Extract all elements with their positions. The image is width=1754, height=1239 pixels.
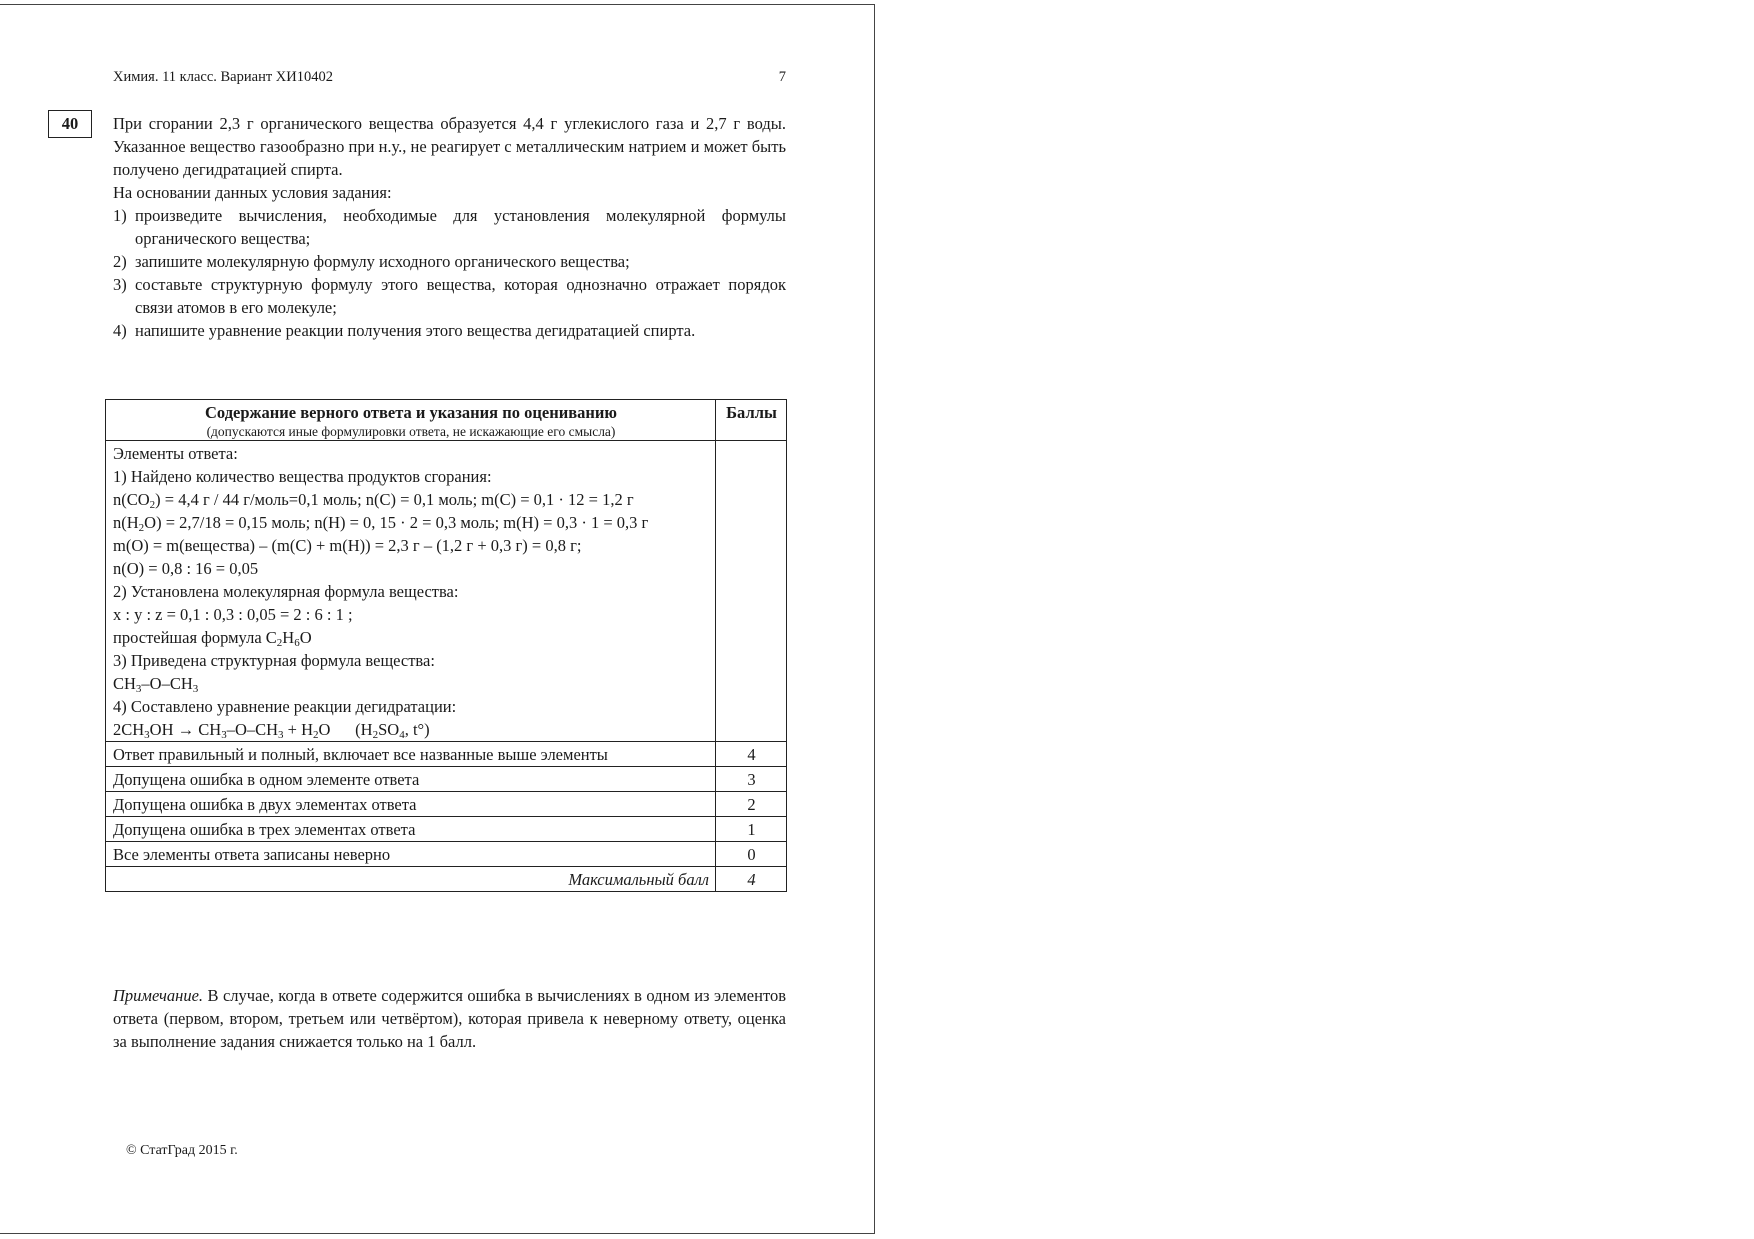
grading-table xyxy=(105,399,787,892)
elements-score-cell xyxy=(716,441,787,742)
criterion-score: 4 xyxy=(716,742,787,767)
header-score: Баллы xyxy=(716,400,787,441)
task-item xyxy=(113,273,786,319)
criterion-score: 2 xyxy=(716,792,787,817)
task-number-box: 40 xyxy=(48,110,92,138)
step-4: 4) Составлено уравнение реакции дегидратации: xyxy=(113,697,457,716)
step-1: 1) Найдено количество вещества продуктов сгорания: xyxy=(113,467,492,486)
ratio-line: x : y : z = 0,1 : 0,3 : 0,05 = 2 : 6 : 1 ; xyxy=(113,605,353,624)
copyright: © СтатГрад 2015 г. xyxy=(126,1143,238,1158)
table-header-row xyxy=(106,400,787,441)
task-item-text: составьте структурную формулу этого вещества, которая однозначно отражает порядок связи атомов в его молекуле; xyxy=(135,275,786,317)
task-lead: На основании данных условия задания: xyxy=(113,183,392,202)
criterion-text: Допущена ошибка в двух элементах ответа xyxy=(106,792,716,817)
table-row xyxy=(106,742,787,767)
step-2: 2) Установлена молекулярная формула вещества: xyxy=(113,582,459,601)
max-score-row xyxy=(106,867,787,892)
table-row xyxy=(106,767,787,792)
criterion-text: Допущена ошибка в трех элементах ответа xyxy=(106,817,716,842)
task-item xyxy=(113,250,786,273)
table-row xyxy=(106,842,787,867)
criterion-score: 1 xyxy=(716,817,787,842)
task-intro: При сгорании 2,3 г органического вещества образуется 4,4 г углекислого газа и 2,7 г воды. Указанное вещество газообразно при н.у., не реагирует с металлическим натрием и может быть получено дегидратацией спирта. xyxy=(113,114,786,179)
header-sub: (допускаются иные формулировки ответа, не искажающие его смысла) xyxy=(206,424,616,439)
table-row xyxy=(106,817,787,842)
page-number: 7 xyxy=(778,69,786,85)
task-item-text: запишите молекулярную формулу исходного органического вещества; xyxy=(135,252,630,271)
table-row xyxy=(106,792,787,817)
answer-elements xyxy=(106,441,716,742)
header-main: Содержание верного ответа и указания по оцениванию xyxy=(205,403,617,422)
criterion-score: 0 xyxy=(716,842,787,867)
criterion-score: 3 xyxy=(716,767,787,792)
simplest-formula: простейшая формула $C_2H_6O$ xyxy=(113,628,312,649)
step-3: 3) Приведена структурная формула вещества: xyxy=(113,651,435,670)
task-item-text: напишите уравнение реакции получения этого вещества дегидратацией спирта. xyxy=(135,321,696,340)
page-header xyxy=(113,69,786,86)
task-item-number: 1) xyxy=(113,206,127,225)
criterion-text: Допущена ошибка в одном элементе ответа xyxy=(106,767,716,792)
task-statement xyxy=(113,112,786,342)
calc-co2: $n(CO_2) = 4,4$ г / 44 г/моль=0,1 моль; n(C) = 0,1 моль; m(C) = 0,1 · 12 = 1,2 г xyxy=(113,490,634,511)
note-label: Примечание. xyxy=(113,986,204,1005)
task-item-number: 4) xyxy=(113,321,127,340)
task-item-number: 2) xyxy=(113,252,127,271)
structural-formula: $CH_3-O-CH_3$ xyxy=(113,674,199,695)
elements-row xyxy=(106,441,787,742)
max-score-label: Максимальный балл xyxy=(106,867,716,892)
calc-n-o: n(O) = 0,8 : 16 = 0,05 xyxy=(113,559,259,578)
calc-mass-o: m(O) = m(вещества) – (m(C) + m(H)) = 2,3 г – (1,2 г + 0,3 г) = 0,8 г; xyxy=(113,536,582,555)
elements-title: Элементы ответа: xyxy=(113,444,238,463)
document-page xyxy=(0,4,875,1234)
task-item xyxy=(113,319,786,342)
max-score-value: 4 xyxy=(716,867,787,892)
task-item xyxy=(113,204,786,250)
reaction-equation: $2CH_3OH \to CH_3-O-CH_3 + H_2O$ ($H_2SO_4$, t°) xyxy=(113,720,430,741)
task-item-number: 3) xyxy=(113,275,127,294)
task-item-text: произведите вычисления, необходимые для установления молекулярной формулы органического вещества; xyxy=(135,206,786,248)
table-header-content xyxy=(106,400,716,441)
header-title: Химия. 11 класс. Вариант ХИ10402 xyxy=(113,69,333,85)
note-paragraph xyxy=(113,984,786,1053)
task-items xyxy=(113,204,786,342)
calc-h2o: $n(H_2O) = 2,7/18 = 0,15$ моль; n(H) = 0, 15 · 2 = 0,3 моль; m(H) = 0,3 · 1 = 0,3 г xyxy=(113,513,649,534)
criterion-text: Все элементы ответа записаны неверно xyxy=(106,842,716,867)
criterion-text: Ответ правильный и полный, включает все названные выше элементы xyxy=(106,742,716,767)
note-text: В случае, когда в ответе содержится ошибка в вычислениях в одном из элементов ответа (первом, втором, третьем или четвёртом), которая привела к неверному ответу, оценка за выполнение задания снижается только на 1 балл. xyxy=(113,986,786,1051)
